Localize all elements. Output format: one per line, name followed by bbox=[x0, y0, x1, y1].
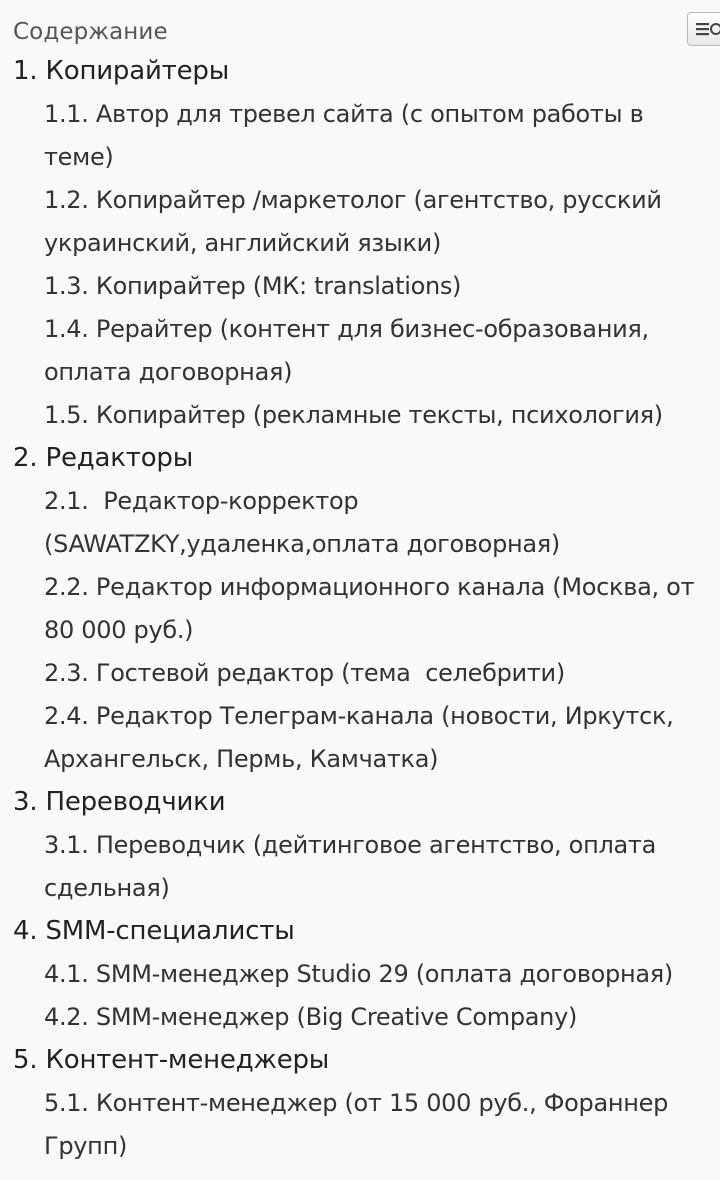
toc-item-link[interactable]: 1.3. Копирайтер (МК: translations) bbox=[44, 272, 462, 300]
toc-header bbox=[13, 14, 720, 50]
toc-item-link[interactable]: 1.4. Рерайтер (контент для бизнес-образования, оплата договорная) bbox=[44, 315, 657, 386]
toc-item-link[interactable]: 1.5. Копирайтер (рекламные тексты, психология) bbox=[44, 401, 663, 429]
toc-item-link[interactable]: 5.1. Контент-менеджер (от 15 000 руб., Форaннер Групп) bbox=[44, 1089, 676, 1160]
toc-section-link[interactable]: 4. SMM-специалисты bbox=[13, 916, 295, 946]
toc-item bbox=[44, 93, 720, 179]
toc-sublist bbox=[13, 93, 720, 437]
toc-sublist bbox=[13, 824, 720, 910]
toc-item-link[interactable]: 1.2. Копирайтер /маркетолог (агентство, русский украинский, английский языки) bbox=[44, 186, 670, 257]
toc-title: Содержание bbox=[13, 19, 168, 45]
toc-item-link[interactable]: 4.2. SMM-менеджер (Big Creative Company) bbox=[44, 1003, 578, 1031]
toc-section-link[interactable]: 2. Редакторы bbox=[13, 443, 194, 473]
toc-item-link[interactable]: 2.3. Гостевой редактор (тема селебрити) bbox=[44, 659, 565, 687]
toc-sublist bbox=[13, 1082, 720, 1168]
toc-section bbox=[13, 50, 720, 437]
toc-item bbox=[44, 953, 720, 996]
toc-item bbox=[44, 394, 720, 437]
toc-item bbox=[44, 308, 720, 394]
toc-section-link[interactable]: 3. Переводчики bbox=[13, 787, 226, 817]
toc-item bbox=[44, 652, 720, 695]
toc-item-link[interactable]: 4.1. SMM-менеджер Studio 29 (оплата договорная) bbox=[44, 960, 673, 988]
toc-section bbox=[13, 1039, 720, 1168]
toc-section bbox=[13, 910, 720, 1039]
toc-item bbox=[44, 1082, 720, 1168]
toc-list bbox=[13, 50, 720, 1168]
toc-item bbox=[44, 566, 720, 652]
toc-sublist bbox=[13, 480, 720, 781]
toc-item bbox=[44, 480, 720, 566]
toc-item-link[interactable]: 3.1. Переводчик (дейтинговое агентство, оплата сдельная) bbox=[44, 831, 664, 902]
toc-section bbox=[13, 437, 720, 781]
toc-section-link[interactable]: 1. Копирайтеры bbox=[13, 56, 230, 86]
toc-item-link[interactable]: 2.2. Редактор информационного канала (Москва, от 80 000 руб.) bbox=[44, 573, 702, 644]
toc-section bbox=[13, 781, 720, 910]
toc-item-link[interactable]: 2.4. Редактор Телеграм-канала (новости, Иркутск, Архангельск, Пермь, Камчатка) bbox=[44, 702, 681, 773]
toc-item bbox=[44, 695, 720, 781]
toc-toggle-button[interactable] bbox=[687, 12, 720, 46]
toc-item-link[interactable]: 2.1. Редактор-корректор (SAWATZKY,удаленка,оплата договорная) bbox=[44, 487, 560, 558]
toc-sublist bbox=[13, 953, 720, 1039]
toc-item bbox=[44, 824, 720, 910]
toc-item bbox=[44, 179, 720, 265]
toc-item bbox=[44, 996, 720, 1039]
list-icon bbox=[696, 21, 720, 39]
toc-item-link[interactable]: 1.1. Автор для тревел сайта (с опытом работы в теме) bbox=[44, 100, 651, 171]
toc-section-link[interactable]: 5. Контент-менеджеры bbox=[13, 1045, 330, 1075]
toc-item bbox=[44, 265, 720, 308]
